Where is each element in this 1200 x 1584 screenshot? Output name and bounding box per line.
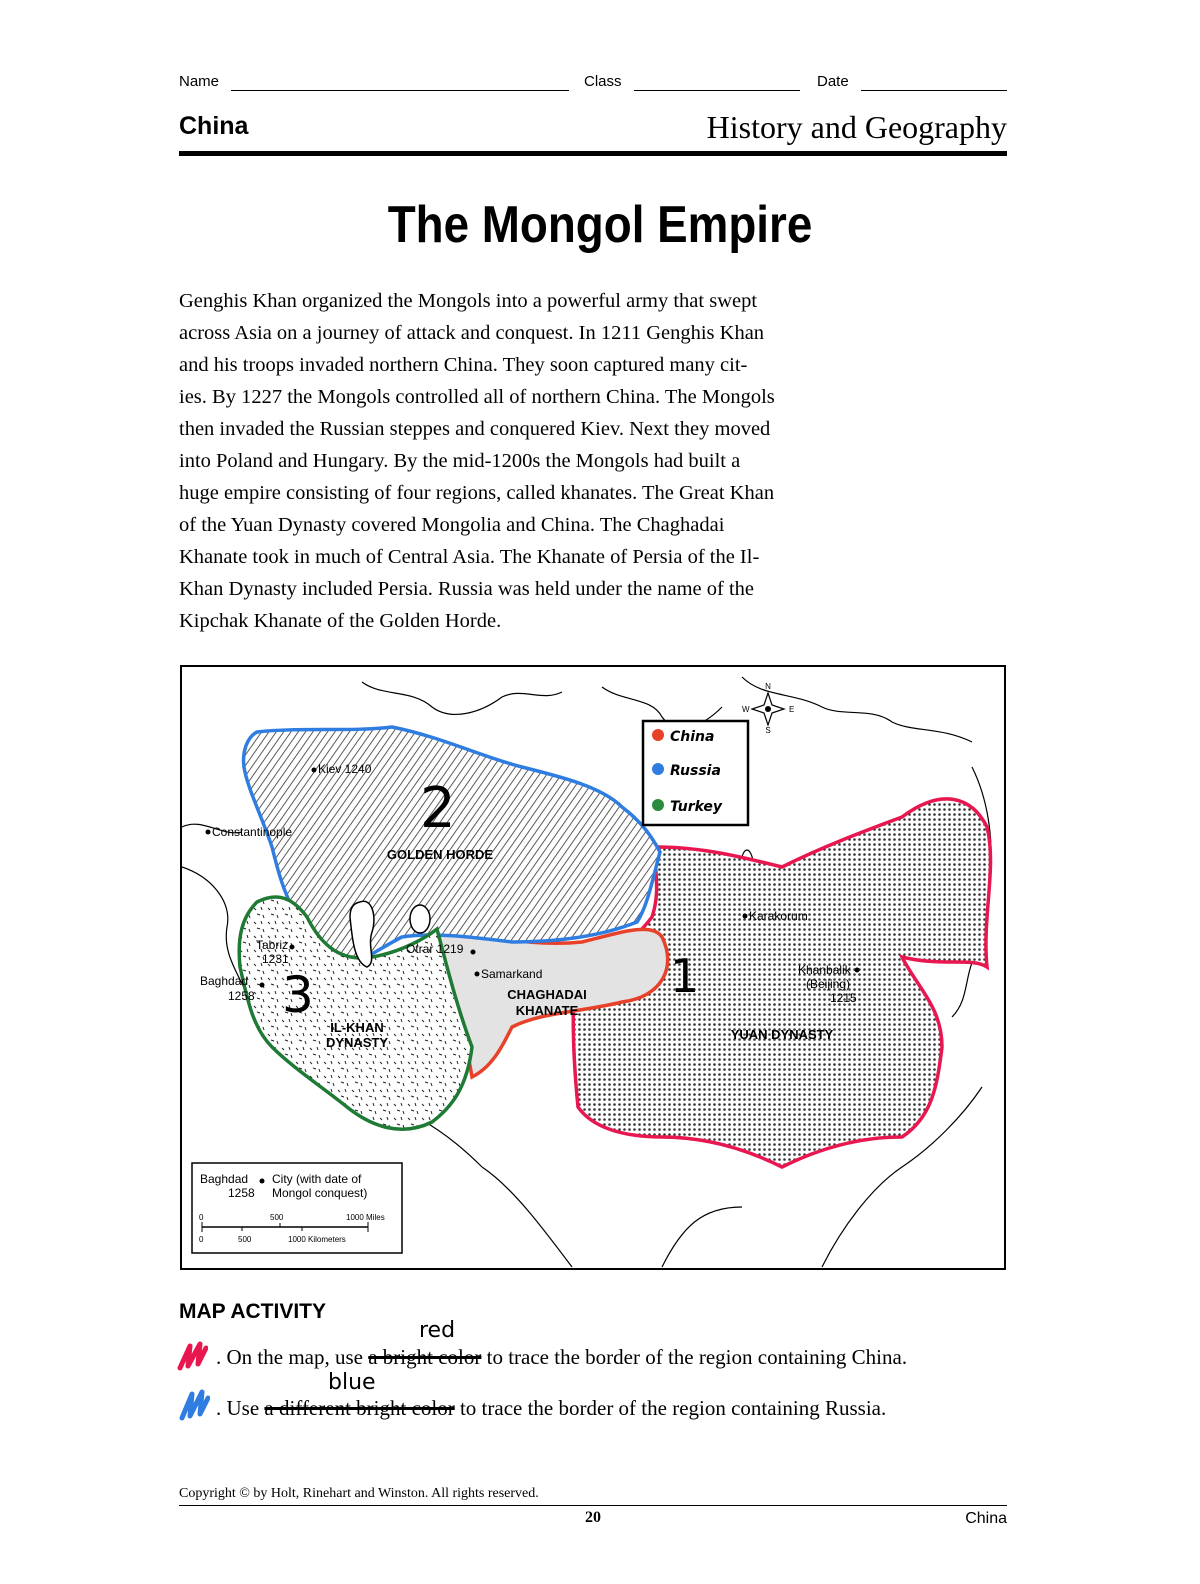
legend-label-china: China xyxy=(670,729,715,745)
body-line: into Poland and Hungary. By the mid-1200s the Mongols had built a xyxy=(179,450,741,472)
compass-rose-icon xyxy=(742,682,794,735)
activity-item-2 xyxy=(216,1396,886,1421)
name-label: Name xyxy=(179,73,220,90)
date-line xyxy=(861,90,1007,91)
constantinople-label: Constantinople xyxy=(212,825,293,839)
legend-label-russia: Russia xyxy=(670,763,721,779)
khanbalik-label-line1: Khanbalik xyxy=(798,963,851,977)
handwritten-legend xyxy=(643,721,748,825)
name-field[interactable] xyxy=(179,73,219,90)
activity-1-prefix: . On the map, use xyxy=(216,1345,369,1369)
scale-km-500: 500 xyxy=(238,1235,252,1244)
subject-heading: China xyxy=(179,112,249,140)
karakorum-dot xyxy=(743,914,748,919)
name-line xyxy=(231,90,569,91)
baghdad-label-line1: Baghdad xyxy=(200,974,249,988)
body-line: across Asia on a journey of attack and conquest. In 1211 Genghis Khan xyxy=(179,322,765,344)
key-desc-line2: Mongol conquest) xyxy=(272,1186,368,1200)
body-line: Kipchak Khanate of the Golden Horde. xyxy=(179,610,502,632)
class-field[interactable] xyxy=(584,73,622,90)
map-activity-heading: MAP ACTIVITY xyxy=(179,1300,327,1323)
activity-1-struck-text: a bright color xyxy=(368,1345,482,1369)
samarkand-label: Samarkand xyxy=(481,967,543,981)
baghdad-dot xyxy=(260,983,265,988)
class-line xyxy=(634,90,800,91)
chaghadai-label-line1: CHAGHADAI xyxy=(507,987,587,1002)
key-sample-year: 1258 xyxy=(228,1186,255,1200)
handwritten-red: red xyxy=(419,1318,456,1343)
blue-marker-scribble-icon xyxy=(178,1388,210,1422)
scale-miles-500: 500 xyxy=(270,1213,284,1222)
compass-west: W xyxy=(742,705,750,714)
legend-swatch-china xyxy=(652,729,664,741)
red-marker-scribble-icon xyxy=(176,1340,208,1372)
body-paragraph xyxy=(179,285,879,637)
activity-2-suffix: to trace the border of the region containing Russia. xyxy=(454,1396,887,1420)
body-line: of the Yuan Dynasty covered Mongolia and China. The Chaghadai xyxy=(179,514,725,536)
karakorum-label: Karakorum xyxy=(749,909,808,923)
key-city-dot xyxy=(260,1179,265,1184)
otrar-label: Otrar 1219 xyxy=(406,942,464,956)
key-sample-city: Baghdad xyxy=(200,1172,249,1186)
golden-horde-label: GOLDEN HORDE xyxy=(386,847,494,862)
date-label: Date xyxy=(817,73,849,90)
scale-km-0: 0 xyxy=(199,1235,204,1244)
class-label: Class xyxy=(584,73,622,90)
yuan-dynasty-label: YUAN DYNASTY xyxy=(730,1027,834,1042)
samarkand-dot xyxy=(475,972,480,977)
handwritten-number-3: 3 xyxy=(282,966,314,1024)
compass-north: N xyxy=(765,682,771,691)
body-line: then invaded the Russian steppes and conquered Kiev. Next they moved xyxy=(179,418,771,440)
activity-2-struck-text: a different bright color xyxy=(264,1396,455,1420)
tabriz-label-line1: Tabriz xyxy=(256,938,289,952)
body-line: huge empire consisting of four regions, called khanates. The Great Khan xyxy=(179,482,775,504)
scale-miles-1000: 1000 Miles xyxy=(346,1213,385,1222)
section-heading: History and Geography xyxy=(706,109,1007,145)
footer-rule xyxy=(179,1505,1007,1506)
tabriz-dot xyxy=(290,945,295,950)
khanbalik-dot xyxy=(855,968,860,973)
otrar-dot xyxy=(471,950,476,955)
legend-swatch-russia xyxy=(652,763,664,775)
page-title: The Mongol Empire xyxy=(387,196,813,254)
scale-miles-0: 0 xyxy=(199,1213,204,1222)
date-field[interactable] xyxy=(817,73,849,90)
handwritten-blue: blue xyxy=(328,1370,376,1395)
handwritten-number-1: 1 xyxy=(670,949,700,1003)
kiev-dot xyxy=(312,768,317,773)
activity-1-suffix: to trace the border of the region containing China. xyxy=(481,1345,908,1369)
compass-south: S xyxy=(765,726,771,735)
tabriz-label-line2: 1231 xyxy=(262,952,289,966)
page-number: 20 xyxy=(585,1509,601,1526)
activity-item-1 xyxy=(216,1345,907,1370)
compass-east: E xyxy=(789,705,795,714)
chaghadai-label-line2: KHANATE xyxy=(515,1003,579,1018)
mongol-empire-map xyxy=(180,665,1006,1270)
footer-subject: China xyxy=(965,1510,1007,1527)
baghdad-label-line2: 1258 xyxy=(228,989,255,1003)
ilkhan-label-line2: DYNASTY xyxy=(325,1035,389,1050)
body-line: Khan Dynasty included Persia. Russia was held under the name of the xyxy=(179,578,755,600)
activity-2-prefix: . Use xyxy=(216,1396,265,1420)
key-desc-line1: City (with date of xyxy=(272,1172,362,1186)
legend-swatch-turkey xyxy=(652,799,664,811)
body-line: Genghis Khan organized the Mongols into a powerful army that swept xyxy=(179,290,758,312)
constantinople-dot xyxy=(206,830,211,835)
legend-label-turkey: Turkey xyxy=(670,799,723,815)
body-line: Khanate took in much of Central Asia. The Khanate of Persia of the Il- xyxy=(179,546,760,568)
khanbalik-label-line2: (Beijing) xyxy=(806,977,851,991)
handwritten-number-2: 2 xyxy=(420,776,456,841)
scale-km-1000: 1000 Kilometers xyxy=(288,1235,346,1244)
khanbalik-label-line3: 1215 xyxy=(830,991,857,1005)
header-rule xyxy=(179,151,1007,156)
kiev-label: Kiev 1240 xyxy=(318,762,372,776)
body-line: ies. By 1227 the Mongols controlled all of northern China. The Mongols xyxy=(179,386,775,408)
ilkhan-label-line1: IL-KHAN xyxy=(330,1020,384,1035)
copyright-notice: Copyright © by Holt, Rinehart and Winston. All rights reserved. xyxy=(179,1486,539,1501)
body-line: and his troops invaded northern China. They soon captured many cit- xyxy=(179,354,748,376)
map-key xyxy=(192,1163,402,1253)
